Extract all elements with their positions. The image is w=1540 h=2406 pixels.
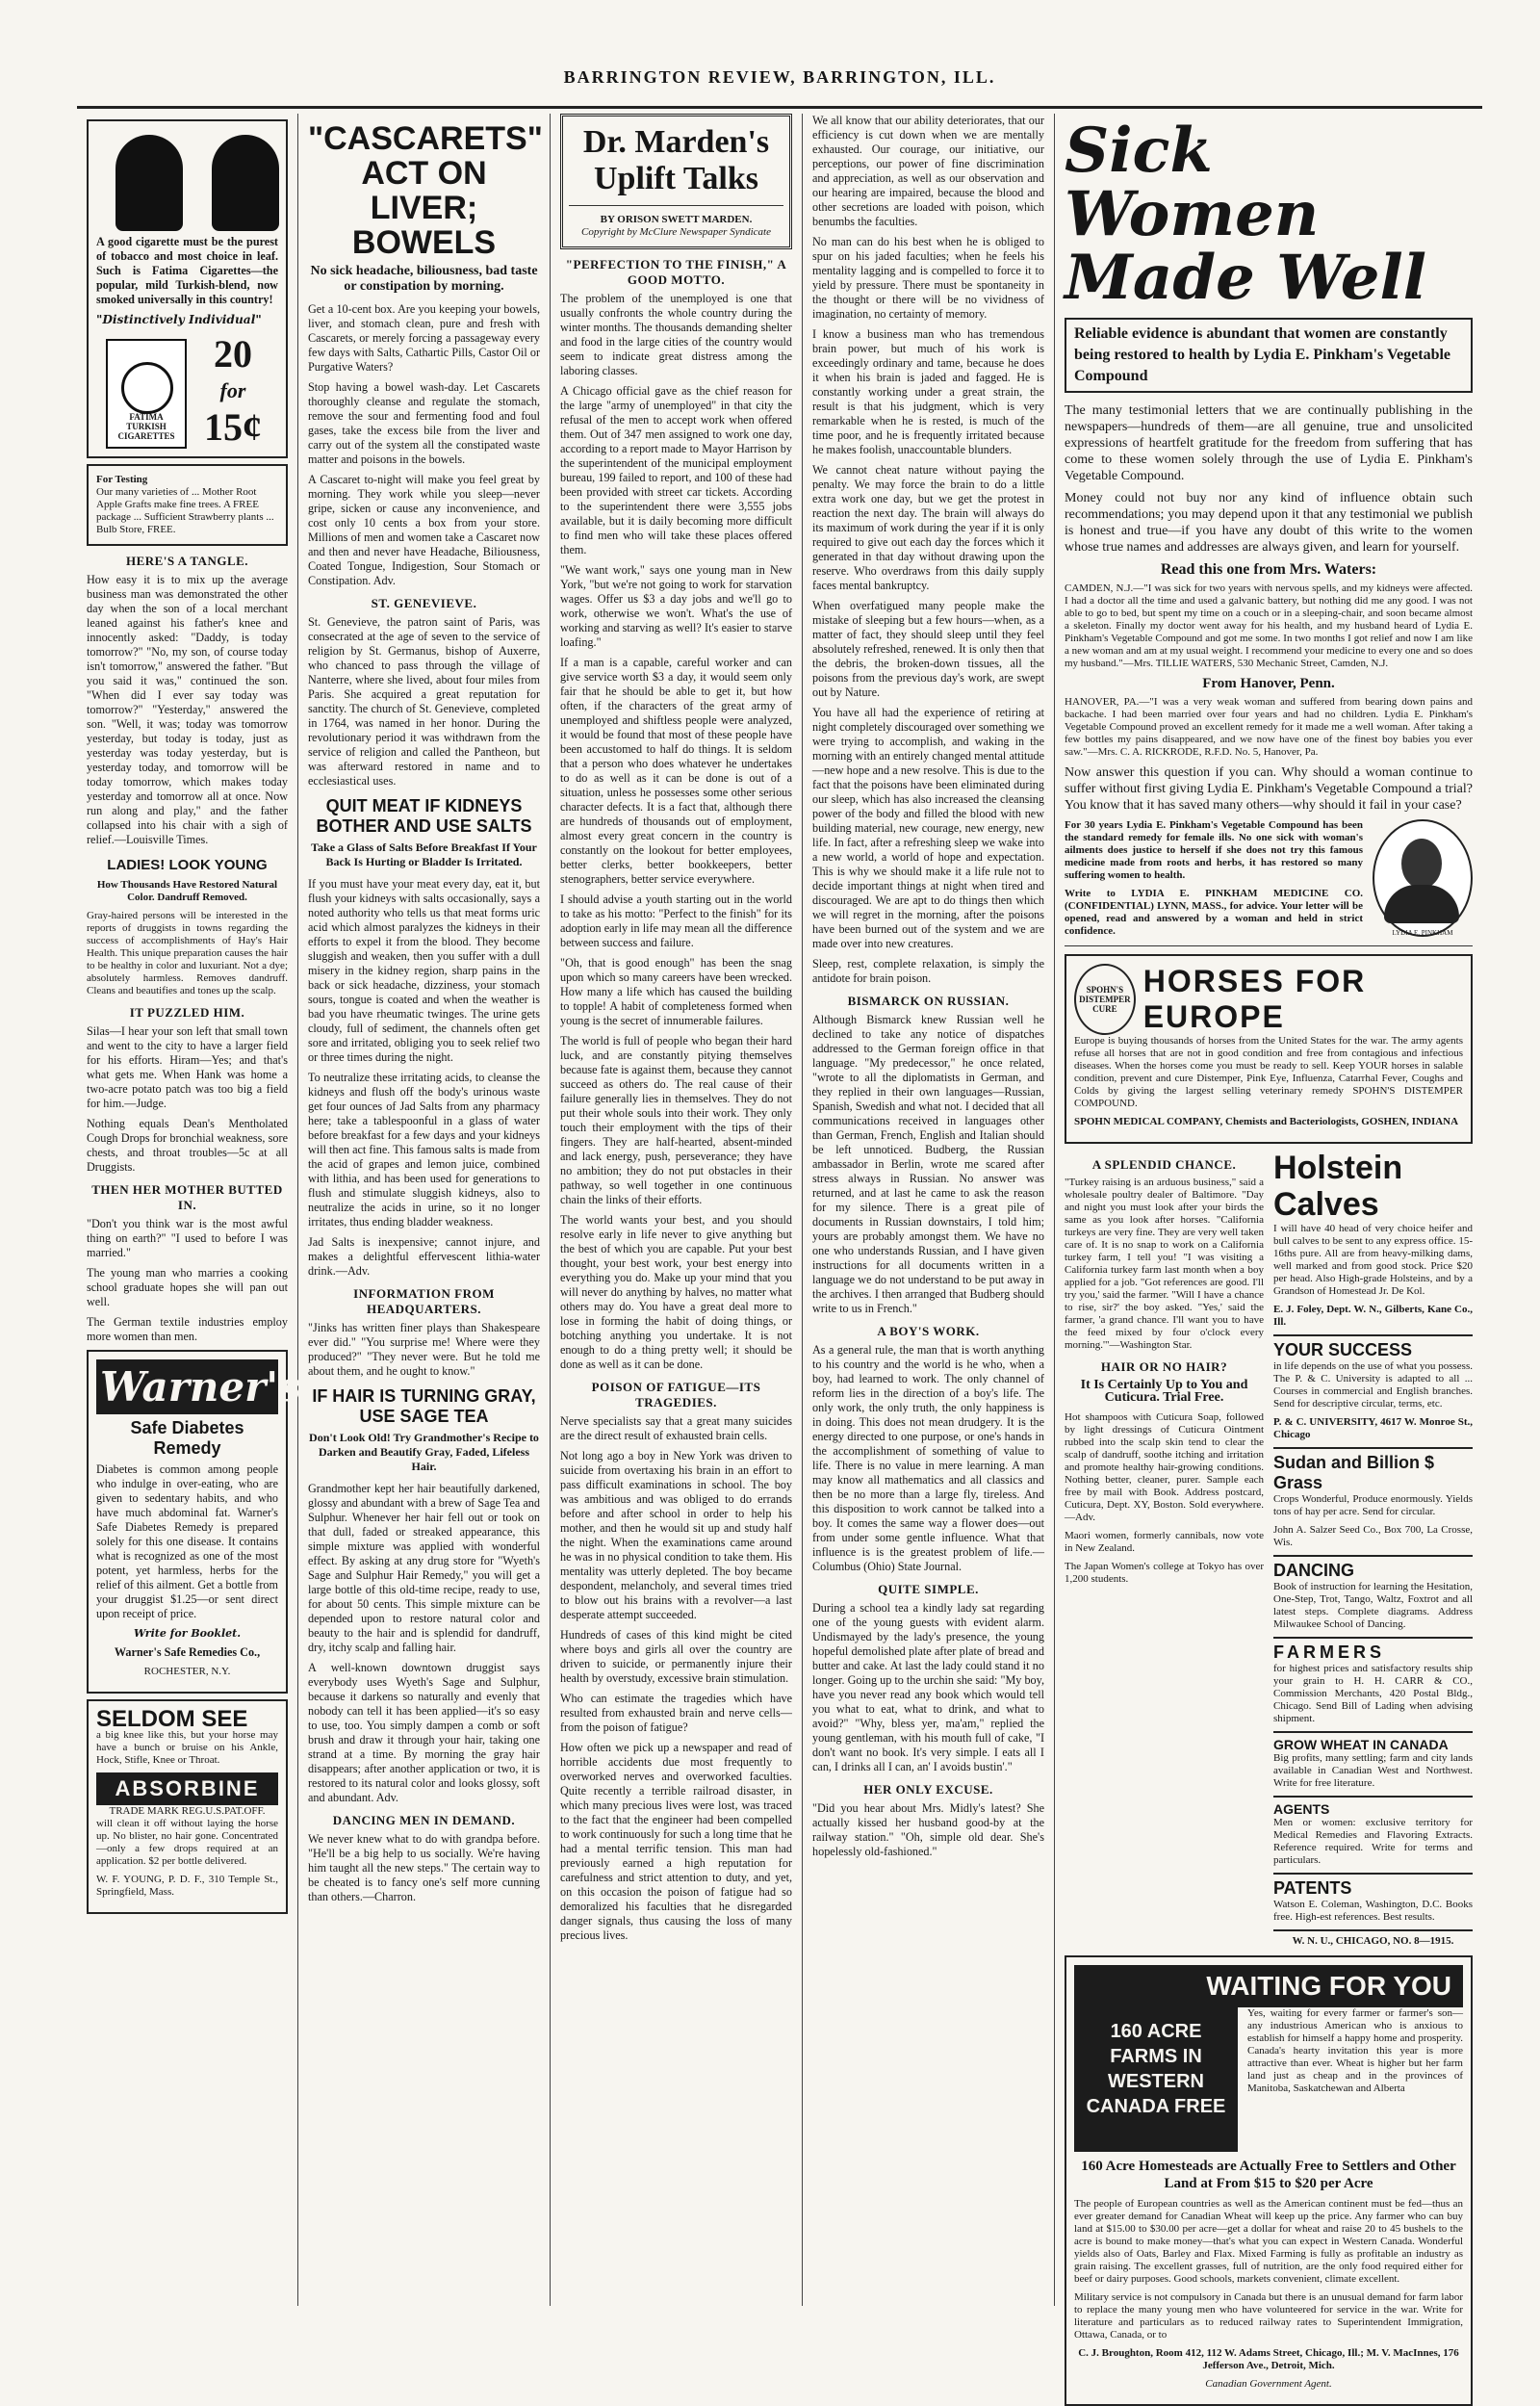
marden-copyright: Copyright by McClure Newspaper Syndicate	[581, 226, 771, 238]
cascarets-p1: Get a 10-cent box. Are you keeping your bowels, liver, and stomach clean, pure and fresh with Cascarets, or merely forcing a passageway every few days with Salts, Cathartic Pills, Castor Oil or Purgative Waters?	[308, 302, 540, 374]
fatima-silhouettes-illustration	[96, 129, 278, 235]
headquarters-title: INFORMATION FROM HEADQUARTERS.	[353, 1286, 495, 1316]
hair-title: HAIR OR NO HAIR?	[1100, 1359, 1228, 1374]
wheat-title: GROW WHEAT IN CANADA	[1273, 1731, 1473, 1752]
perfection-p1: The problem of the unemployed is one that usually confronts the whole country during the winter months. The thousands demanding shelter and food in the large cities of the country would seem to indicate great distress among the laboring classes.	[560, 292, 792, 377]
agents-title: AGENTS	[1273, 1796, 1473, 1817]
absorbine-text-2: will clean it off without laying the horse up. No blister, no hair gone. Concentrated—only a few drops required at an application. $2 per bottle delivered.	[96, 1818, 278, 1867]
dancing-ad-text: Book of instruction for learning the Hesitation, One-Step, Trot, Tango, Waltz, Foxtrot and all latest steps. Complete diagrams. Address Milwaukee School of Dancing.	[1273, 1581, 1473, 1630]
horses-ad	[1065, 954, 1473, 1144]
hair-text: Hot shampoos with Cuticura Soap, followed by light dressings of Cuticura Ointment rubbed into the scalp skin tend to clear the scalp of dandruff, soothe itching and irritation and promote healthy hair-growing conditions. Nothing better, cleaner, purer. Sample each free by mail with Book. Address postcard, Cuticura, Dept. XY, Boston. Sold everywhere.—Adv.	[1065, 1411, 1264, 1523]
cascarets-p3: A Cascaret to-night will make you feel great by morning. They work while you sleep—never gripe, sicken or cause any inconvenience, and cost only 10 cents a box from your store. Millions of men and women take a Cascaret now and then and never have Headache, Biliousness, Coated Tongue, Indigestion, Sour Stomach or Constipation. Adv.	[308, 473, 540, 587]
excuse-text: "Did you hear about Mrs. Midly's latest? She actually kissed her husband good-by at the railway station." "Oh, simple old dear. She's hopelessly old-fashioned."	[812, 1801, 1044, 1858]
pinkham-thirty: For 30 years Lydia E. Pinkham's Vegetable Compound has been the standard remedy for female ills. No one sick with woman's ailments does justice to herself if she does not try this famous medicine made from roots and herbs, it has restored so many suffering women to health.	[1065, 819, 1363, 881]
filler-2: The German textile industries employ more women than men.	[87, 1315, 288, 1343]
fatigue-title: POISON OF FATIGUE—ITS TRAGEDIES.	[591, 1380, 761, 1410]
dancing-ad-title: DANCING	[1273, 1555, 1473, 1581]
absorbine-seldom: SELDOM SEE	[96, 1706, 248, 1732]
ladies-text: Gray-haired persons will be interested in the reports of druggists in towns regarding the success of accomplishments of Hay's Hair Health. This unique preparation causes the hair to be healthy in color and luxuriant. Not a dye; absolutely harmless. Removes dandruff. Cleans and beautifies and tones up the scalp.	[87, 910, 288, 996]
japan-text: The Japan Women's college at Tokyo has over 1,200 students.	[1065, 1561, 1264, 1585]
warners-ad	[87, 1350, 301, 1694]
fatima-price-for: for	[219, 378, 246, 402]
column-1	[77, 114, 301, 2306]
dancing-title: DANCING MEN IN DEMAND.	[332, 1813, 516, 1827]
horses-text: Europe is buying thousands of horses from the United States for the war. The army agents refuse all horses that are not in good condition and free from contagious and infectious diseases. When the horses come you must be ready to sell. Keep YOUR horses in salable condition, prevent and cure Distemper, Pink Eye, Influenza, Catarrhal Fever, Coughs and Colds by giving the largest selling veterinary remedy SPOHN'S DISTEMPER COMPOUND.	[1074, 1035, 1463, 1109]
testing-title: For Testing	[96, 474, 148, 485]
kidneys-title: QUIT MEAT IF KIDNEYS BOTHER AND USE SALTS	[316, 796, 532, 836]
deans-text: Nothing equals Dean's Mentholated Cough Drops for bronchial weakness, sore chests, and throat troubles—5c at all Druggists.	[87, 1117, 288, 1174]
wheat-text: Big profits, many settling; farm and city lands available in Canadian West and Northwest. Write for free literature.	[1273, 1752, 1473, 1789]
canada-title: WAITING FOR YOU	[1074, 1965, 1463, 2007]
warners-city: ROCHESTER, N.Y.	[143, 1666, 231, 1677]
fatigue-p4: Who can estimate the tragedies which have resulted from exhausted brain and nerve cells—from the poison of fatigue?	[560, 1692, 792, 1734]
genevieve-text: St. Genevieve, the patron saint of Paris, was consecrated at the age of seven to the service of religion by St. Germanus, bishop of Auxerre, who chanced to pass through the village of Nanterre, where she lived, about four miles from Paris. She acquired a great reputation for sanctity. The church of St. Genevieve, completed in 1764, was named in her honor. During the revolutionary period it was withdrawn from the service of religion and called the Pantheon, but was afterward restored in name and to ecclesiastical uses.	[308, 615, 540, 788]
cascarets-title: "CASCARETS" ACT ON LIVER; BOWELS	[308, 120, 543, 261]
hair-deck: It Is Certainly Up to You and Cuticura. Trial Free.	[1080, 1378, 1248, 1405]
horses-title: HORSES FOR EUROPE	[1142, 964, 1367, 1034]
success-text: in life depends on the use of what you possess. The P. & C. University is adapted to all ... Courses in commercial and English branches. Send for descriptive circular, terms, etc.	[1273, 1360, 1473, 1410]
col4-p7: Sleep, rest, complete relaxation, is simply the antidote for brain poison.	[812, 957, 1044, 985]
tangle-title: HERE'S A TANGLE.	[125, 554, 249, 568]
pinkham-read: Read this one from Mrs. Waters:	[1160, 561, 1377, 578]
fatima-price	[204, 332, 262, 449]
headquarters-text: "Jinks has written finer plays than Shakespeare ever did." "You surprise me! Where were they produced?" "They never were. But he told me about them, and he ought to know."	[308, 1321, 540, 1378]
fatigue-p3: Hundreds of cases of this kind might be cited where boys and girls all over the country are driven to suicide, or permanently injure their health by overstudy, excessive brain stimulation.	[560, 1628, 792, 1685]
russian-text: Although Bismarck knew Russian well he declined to take any notice of dispatches addressed to the German foreign office in that language. "My predecessor," he once related, "wrote to all the diplomatists in German, and they replied in their own languages—Russian, Spanish, Swedish and what not. I decided that all communications received in languages other than German, French, English and Italian should be left unnoticed. Budberg, the Russian ambassador in Berlin, wrote me scared after stress always in Russian. No answer was returned, and at last he came to ask the reason for my silence. There is a great pile of documents in Russian downstairs, I told him; yours are probably amongst them. We have no one who understands Russian, and I have given instructions for all documents written in a language we do not understand to be put away in the archives. I then arranged that Budberg should write to us in French."	[812, 1013, 1044, 1315]
canada-ad	[1065, 1955, 1473, 2406]
masthead: BARRINGTON REVIEW, BARRINGTON, ILL.	[563, 67, 996, 87]
filler-1: The young man who marries a cooking school graduate hopes she will pan out well.	[87, 1266, 288, 1308]
perfection-p8: The world wants your best, and you should resolve early in life never to give anything but the best of which you are capable. Put your best thought, your best work, your best energy into everything you do. Make up your mind that you will never do anything by halves, no matter what others may do. You have a great deal more to lose in forming the habit of doing things, or botching anything you undertake. It is not enough to do a thing pretty well; it should be done as well as it can be done.	[560, 1213, 792, 1371]
patents-title: PATENTS	[1273, 1873, 1473, 1899]
canada-sign: Canadian Government Agent.	[1205, 2378, 1332, 2390]
boys-title: A BOY'S WORK.	[877, 1324, 980, 1338]
success-address: P. & C. UNIVERSITY, 4617 W. Monroe St., Chicago	[1273, 1416, 1473, 1440]
fatima-tagline: "Distinctively Individual"	[96, 313, 262, 326]
genevieve-title: ST. GENEVIEVE.	[371, 596, 477, 610]
holstein-text: I will have 40 head of very choice heifer and bull calves to be sent to any express office. 15-16ths pure. All are from heavy-milking dams, well marked and from good stock. Price $20 per head. Also High-grade Holsteins, and by a Grandson of Homestead Jr. De Kol.	[1273, 1223, 1473, 1297]
agents-text: Men or women: exclusive territory for Medical Remedies and Flavoring Extracts. Reference required. Write for terms and particulars.	[1273, 1817, 1473, 1866]
col4-p5: When overfatigued many people make the mistake of sleeping but a few hours—when, as a matter of fact, they should sleep until they feel absolutely refreshed, renewed. It is only then that the debris, the broken-down tissues, all the poisons from the previous day's work, are swept out by Nature.	[812, 599, 1044, 699]
perfection-p3: "We want work," says one young man in New York, "but we're not going to work for starvation wages. Offer us $3 a day jobs and we'll go to work, otherwise we won't. What's the use of working and starving as well? It's easier to starve loafing."	[560, 563, 792, 649]
success-title: YOUR SUCCESS	[1273, 1334, 1473, 1360]
kidneys-p1: If you must have your meat every day, eat it, but flush your kidneys with salts occasionally, says a noted authority who tells us that meat forms uric acid which almost paralyzes the kidneys in their efforts to expel it from the blood. They become sluggish and weaken, then you suffer with a dull misery in the kidney region, sharp pains in the back or sick headache, dizziness, your stomach sours, tongue is coated and when the weather is bad you have rheumatic twinges. The urine gets cloudy, full of sediment, the channels often get sore and irritated, obliging you to seek relief two or three times during the night.	[308, 877, 540, 1064]
pinkham-waters: CAMDEN, N.J.—"I was sick for two years with nervous spells, and my kidneys were affected. I had a doctor all the time and used a galvanic battery, but nothing did me any good. I was not able to go to bed, but spent my time on a couch or in a sleeping-chair, and soon became almost a skeleton. Finally my doctor went away for his health, and my husband heard of Lydia E. Pinkham's Vegetable Compound and got me some. In two months I got relief and now I am like a new woman and am at my usual weight. I recommend your medicine to every one and so does my husband."—Mrs. TILLIE WATERS, 530 Mechanic Street, Camden, N.J.	[1065, 582, 1473, 669]
puzzled-text: Silas—I hear your son left that small town and went to the city to have a larger field for his efforts. Hiram—Yes; and that's what gets me. When Hank was home a two-acre potato patch was too big a field for him.—Judge.	[87, 1024, 288, 1110]
fatima-pack-icon	[106, 339, 187, 449]
fatima-price-cents: 15¢	[204, 405, 262, 449]
spohn-badge-icon: SPOHN'S DISTEMPER CURE	[1074, 964, 1136, 1035]
column-3	[551, 114, 803, 2306]
pinkham-p2: Money could not buy nor any kind of influence obtain such recommendations; you may depend upon it that any testimonial we publish is honest and true—if you have any doubt of this write to the women whose true names and addresses are always given, and learn for yourself.	[1065, 491, 1473, 555]
sage-title: IF HAIR IS TURNING GRAY, USE SAGE TEA	[312, 1386, 536, 1426]
holstein-contact: E. J. Foley, Dept. W. N., Gilberts, Kane Co., Ill.	[1273, 1304, 1473, 1328]
wnu-line: W. N. U., CHICAGO, NO. 8—1915.	[1273, 1929, 1473, 1948]
col4-p6: You have all had the experience of retiring at night completely discouraged over something we were trying to accomplish, and waking in the morning with an entirely changed mental attitude—new hope and a new resolve. This is due to the fact that the poisons have been eliminated during our sleep, which has also increased the cleansing power of the body and filled the blood with new building material, new courage, new energy, new life. In fact, after a refreshing sleep we wake into a new world, a world of hope and expectation. This is why we should make it a life rule not to decide important things at night when tired and discouraged. We are apt to do things then which we will regret in the morning, after the poisons have been burned out of the system and we are made over into new creatures.	[812, 706, 1044, 950]
pinkham-p1: The many testimonial letters that we are continually publishing in the newspapers—hundreds of them—are all genuine, true and unsolicited expressions of heartfelt gratitude for the freedom from suffering that has come to these women solely through the use of Lydia E. Pinkham's Vegetable Compound.	[1065, 403, 1473, 483]
cascarets-deck: No sick headache, biliousness, bad taste or constipation by morning.	[310, 264, 538, 294]
horses-maker: SPOHN MEDICAL COMPANY, Chemists and Bacteriologists, GOSHEN, INDIANA	[1074, 1116, 1459, 1127]
fatigue-p5: How often we pick up a newspaper and read of horrible accidents due most frequently to overworked nerves and overworked faculties. Quite recently a terrible railroad disaster, in which many precious lives were lost, was traced to the fact that the engineer had been compelled to work continuously for such a long time that he had a mental terrific tension. This man had previously earned a high reputation for carefulness and strict attention to duty, and yet, on this occasion the poison of fatigue had so demoralized his faculties that he disregarded danger signals, thus causing the loss of many precious lives.	[560, 1741, 792, 1942]
canada-badge-icon: 160 ACRE FARMS IN WESTERN CANADA FREE	[1074, 2007, 1238, 2152]
col5-classifieds	[1273, 1150, 1473, 1948]
silhouette-right-icon	[212, 135, 279, 231]
warners-brand: Warner's	[96, 1359, 278, 1414]
sudan-address: John A. Salzer Seed Co., Box 700, La Crosse, Wis.	[1273, 1524, 1473, 1548]
canada-headline: 160 Acre Homesteads are Actually Free to Settlers and Other Land at From $15 to $20 per Acre	[1081, 2159, 1456, 2191]
tangle-text: How easy it is to mix up the average business man was demonstrated the other day when the son of a local merchant leaned against his father's knee and innocently asked: "Daddy, is today tomorrow?" "No, my son, of course today isn't tomorrow," answered the father. "But you said it was," continued the son. "When did I ever say today was tomorrow?" "Yesterday," answered the son. "Well, it was; today was tomorrow yesterday, but today is today, just as yesterday was today yesterday, but is yesterday today, and tomorrow will be today tomorrow, which makes today yesterday and tomorrow all at once. Now run along and play," and the father collapsed into his chair with a sigh of relief.—Louisville Times.	[87, 573, 288, 846]
canada-p1: Yes, waiting for every farmer or farmer's son—any industrious American who is anxious to establish for himself a happy home and prosperity. Canada's hearty invitation this year is more attractive than ever. Wheat is higher but her farm land just as cheap and in the provinces of Manitoba, Saskatchewan and Alberta	[1247, 2007, 1463, 2094]
marden-byline: BY ORISON SWETT MARDEN.	[600, 214, 753, 225]
column-4	[803, 114, 1055, 2306]
patents-text: Watson E. Coleman, Washington, D.C. Books free. High-est references. Best results.	[1273, 1899, 1473, 1923]
sage-deck: Don't Look Old! Try Grandmother's Recipe to Darken and Beautify Gray, Faded, Lifeless Hair.	[309, 1431, 539, 1473]
perfection-p7: The world is full of people who began their hard luck, and are constantly pitying themselves because fate is against them, because they cannot succeed as others do. The real cause of their failure generally lies in themselves. They do not put their whole souls into their work. They only touch their employment with the tips of their fingers. They are half-hearted, absent-minded and lack energy, push, perseverance; they have no ambition; they do not put obstacles in their pathway, so well together in one continuous chain the links of their efforts.	[560, 1034, 792, 1206]
marden-header	[560, 114, 792, 249]
col4-p3: I know a business man who has tremendous brain power, but much of his work is exceedingly ordinary and tame, because he does it when his brain is jaded and fagged. He is constantly working under a great strain, the result is that his judgment, which is very remarkable when he is rested, is much of the time poor, and he is frequently irritated because he makes foolish, unaccountable blunders.	[812, 327, 1044, 456]
chance-title: A SPLENDID CHANCE.	[1091, 1157, 1237, 1172]
cannibals-text: Maori women, formerly cannibals, now vote in New Zealand.	[1065, 1530, 1264, 1554]
warners-company: Warner's Safe Remedies Co.,	[114, 1645, 261, 1659]
fatima-text: A good cigarette must be the purest of tobacco and most choice in leaf. Such is Fatima Cigarettes—the popular, mild Turkish-blend, now smoked universally in this country!	[96, 235, 278, 306]
fatigue-p2: Not long ago a boy in New York was driven to suicide from overtaxing his brain in an effort to pass difficult examinations in school. The boy was ambitious and was obliged to do errands before and after school in order to help his mother, and then he would sit up and study half the night. When the examinations came around he was in no physical condition to take them. His mentality was utterly depleted. The boy became despondent, melancholy, and several times tried to blow out his brains with a revolver—a last desperate attempt succeeded.	[560, 1449, 792, 1621]
boys-text: As a general rule, the man that is worth anything to his country and the world is he who, when a boy, had learned to work. The only channel of reform lies in the direction of a boy's life. The only work, the only truth, the only happiness is in doing. This does not mean drudgery. It is the energy directed to one purpose, or one's hands in the accomplishment of something of value to life. There is no value in mere learning. A man may know all mathematics and all classics and then be no more than a large fly, tireless. And this disposition to work cannot be talked into a boy. It comes the same way a flower does—out from under some gentle influence. What that influence is is the greatest problem of life.—Columbus (Ohio) State Journal.	[812, 1343, 1044, 1573]
column-2	[298, 114, 551, 2306]
puzzled-title: IT PUZZLED HIM.	[129, 1005, 245, 1020]
warners-text: Diabetes is common among people who indulge in over-eating, who are given to sedentary habits, and who have much abdominal fat. Warner's Safe Diabetes Remedy is prepared solely for this one disease. It contains what is recognized as one of the most potent, yet harmless, herbs for the relief of this ailment. Get a bottle from your druggist $1.25—or sent direct upon receipt of price.	[96, 1462, 278, 1620]
excuse-title: HER ONLY EXCUSE.	[863, 1782, 993, 1797]
fatima-pack-label: FATIMA TURKISH CIGARETTES	[117, 412, 175, 441]
pinkham-write: Write to LYDIA E. PINKHAM MEDICINE CO. (CONFIDENTIAL) LYNN, MASS., for advice. Your letter will be opened, read and answered by a woman and held in strict confidence.	[1065, 888, 1363, 937]
col4-p2: No man can do his best when he is obliged to spur on his jaded faculties; when he feels his mentality lagging and is compelled to force it to yield by pressure. There must be spontaneity in the thought or there will be no vividness of imagination, no certainty of memory.	[812, 235, 1044, 321]
pinkham-hanover-title: From Hanover, Penn.	[1202, 676, 1335, 691]
pinkham-question: Now answer this question if you can. Why should a woman continue to suffer without first giving Lydia E. Pinkham's Vegetable Compound a trial? You know that it has saved many others—why should it fail in your case?	[1065, 765, 1473, 813]
chance-text: "Turkey raising is an arduous business," said a wholesale poultry dealer of Baltimore. "Day and night you must look after your birds the same as you look after horses. "California turkeys are very fine. They are very well taken care of. It is no snap to work on a California turkey farm, I tell you! "I was visiting a California turkey farm last month when a boy applied for a job. "Got references are good. I'll try you,' said the farmer. "Will I have a chance to rise, sir?' the boy asked. "Yes,' said the farmer, 'a grand chance. I'll want you to have the feed mixed by four o'clock every morning.'"—Washington Star.	[1065, 1177, 1264, 1351]
holstein-title: Holstein Calves	[1273, 1150, 1403, 1223]
farmers-text: for highest prices and satisfactory results ship your grain to H. H. CARR & CO., Commission Merchants, 420 Postal Bldg., Chicago. Send Bill of Lading when advising shipment.	[1273, 1663, 1473, 1724]
warners-write: Write for Booklet.	[133, 1627, 242, 1640]
sudan-title: Sudan and Billion $ Grass	[1273, 1447, 1473, 1493]
ladies-title: LADIES! LOOK YOUNG	[107, 857, 268, 873]
cascarets-p2: Stop having a bowel wash-day. Let Cascarets thoroughly cleanse and regulate the stomach, remove the sour and fermenting food and foul gases, take the excess bile from the liver and carry out of the system all the constipated waste matter and poisons in the bowels.	[308, 380, 540, 466]
surprise-text: During a school tea a kindly lady sat regarding one of the young guests with evident alarm. Undismayed by the lady's presence, the young hopeful demolished plate after plate of bread and butter and cake. At last the lady could stand it no longer. Going up to the urchin she said: "My boy, have you never read any book which would tell you what to eat, what to drink, and what to avoid?" "Why, bless yer, ma'am," replied the young gentleman, with his mouth full of cake, "I don't want no book. It's very simple. I eats all I can, I drinks all I can, an' I avoids bustin'."	[812, 1601, 1044, 1773]
farmers-title: FARMERS	[1273, 1637, 1473, 1663]
sudan-text: Crops Wonderful, Produce enormously. Yields tons of hay per acre. Send for circular.	[1273, 1493, 1473, 1517]
ladies-subtitle: How Thousands Have Restored Natural Color. Dandruff Removed.	[96, 879, 278, 903]
absorbine-trademark: TRADE MARK REG.U.S.PAT.OFF.	[109, 1805, 266, 1817]
perfection-p2: A Chicago official gave as the chief reason for the large "army of unemployed" in that city the refusal of the men to accept work when offered them. Out of 347 men assigned to work one day, according to a report made to Mayor Harrison by the superintendent of the municipal employment bureau, 199 failed to report, and 100 of these had been provided with street car tickets. According to the superintendent there were 3,555 jobs available, but it is daily becoming more difficult to find men who will take these places offered them.	[560, 384, 792, 556]
pinkham-portrait-icon	[1373, 819, 1473, 937]
kidneys-p2: To neutralize these irritating acids, to cleanse the kidneys and flush off the body's urinous waste get four ounces of Jad Salts from any pharmacy here; take a tablespoonful in a glass of water before breakfast for a few days and your kidneys will then act fine. This famous salts is made from the acid of grapes and lemon juice, combined with lithia, and has been used for generations to flush and stimulate sluggish kidneys, also to neutralize the acids in urine, so it no longer irritates, thus ending bladder weakness.	[308, 1071, 540, 1229]
perfection-title: "PERFECTION TO THE FINISH," A GOOD MOTTO.	[565, 257, 787, 287]
canada-p3: Military service is not compulsory in Canada but there is an unusual demand for farm labor to replace the many young men who have volunteered for service in the war. Write for literature and particulars as to reduced railway rates to Superintendent Immigration, Ottawa, Canada, or to	[1074, 2291, 1463, 2341]
col4-p4: We cannot cheat nature without paying the penalty. We may force the brain to do a little extra work one day, but we get the protest in reaction the next day. The brain will always do its maximum of work during the year if it is only required to give out each day the forces which it generated in that day without drawing upon the reserve. Who overdraws from this daily supply faces mental bankruptcy.	[812, 463, 1044, 592]
perfection-p5: I should advise a youth starting out in the world to take as his motto: "Perfect to the finish" for its adoption early in life may mean all the difference between success and failure.	[560, 893, 792, 949]
testing-text: Our many varieties of ... Mother Root Apple Grafts make fine trees. A FREE package ... Sufficient Strawberry plants ... Bulb Store, FREE.	[96, 486, 274, 535]
pinkham-hanover: HANOVER, PA.—"I was a very weak woman and suffered from bearing down pains and backache. I had been married over four years and had no children. Lydia E. Pinkham's Vegetable Compound proved an excellent remedy for it made me a well woman. After taking a few bottles my pains disappeared, and we now have one of the finest boy babies you ever saw."—Mrs. C. A. RICKRODE, R.F.D. No. 5, Hanover, Pa.	[1065, 696, 1473, 758]
kidneys-p3: Jad Salts is inexpensive; cannot injure, and makes a delightful effervescent lithia-water drink.—Adv.	[308, 1235, 540, 1278]
fatima-ad	[87, 119, 288, 458]
col5-left-stories	[1065, 1150, 1264, 1948]
absorbine-ad	[87, 1699, 288, 1914]
page-header	[77, 67, 1482, 109]
perfection-p6: "Oh, that is good enough" has been the snag upon which so many careers have been wrecked. How many a life which has caused the building to topple! A habit of completeness formed when young is the secret of innumerable failures.	[560, 956, 792, 1027]
pinkham-ad	[1065, 115, 1473, 938]
kidneys-deck: Take a Glass of Salts Before Breakfast If Your Back Is Hurting or Bladder Is Irritated.	[311, 841, 537, 868]
dancing-text: We never knew what to do with grandpa before. "He'll be a big help to us socially. We're having him taught all the new steps." The certain way to be cheated is to fancy one's self more cunning than others.—Charron.	[308, 1832, 540, 1903]
testing-ad	[87, 464, 288, 546]
perfection-p4: If a man is a capable, careful worker and can give service worth $3 a day, it would seem only fair that he should be able to get it, but how often, if the characters of the great army of unemployed and shiftless people were analyzed, it would be found that most of these people have been accustomed to half do things. It is seldom that a person who does whatever he undertakes to do as well as it can be done is out of a situation, unless he possesses some other serious character defects. It is a fact that, although there are hundreds of thousands out of employment, almost every great concern in the country is constantly on the lookout for better employees, better clerks, better bookkeepers, better stenographers, better service everywhere.	[560, 656, 792, 886]
sage-p1: Grandmother kept her hair beautifully darkened, glossy and abundant with a brew of Sage Tea and Sulphur. Whenever her hair fell out or took on that dull, faded or streaked appearance, this simple mixture was applied with wonderful effect. By asking at any drug store for "Wyeth's Sage and Sulphur Hair Remedy," you will get a large bottle of this old-time recipe, ready to use, for about 50 cents. This simple mixture can be depended upon to restore natural color and beauty to the hair and is splendid for dandruff, dry, itchy scalp and falling hair.	[308, 1482, 540, 1654]
silhouette-left-icon	[116, 135, 183, 231]
absorbine-text: a big knee like this, but your horse may have a bunch or bruise on his Ankle, Hock, Stifle, Knee or Throat.	[96, 1729, 278, 1766]
fatigue-p1: Nerve specialists say that a great many suicides are the direct result of exhausted brain cells.	[560, 1414, 792, 1442]
col4-p1: We all know that our ability deteriorates, that our efficiency is cut down when we are mentally exhausted. Our courage, our initiative, our perceptions, our power of fine discrimination and appreciation, as well as our observation and our hearing are impaired, because the blood and other secretions are loaded with poison, which benumbs the faculties.	[812, 114, 1044, 228]
fatima-price-number: 20	[214, 332, 252, 375]
column-5	[1055, 114, 1482, 2390]
pinkham-portrait-caption: LYDIA E. PINKHAM	[1392, 929, 1453, 937]
absorbine-brand: ABSORBINE	[96, 1772, 278, 1805]
warners-title: Safe Diabetes Remedy	[130, 1418, 244, 1458]
mother-title: THEN HER MOTHER BUTTED IN.	[91, 1182, 283, 1212]
canada-agent: C. J. Broughton, Room 412, 112 W. Adams Street, Chicago, Ill.; M. V. MacInnes, 176 Jefferson Ave., Detroit, Mich.	[1078, 2347, 1459, 2371]
marden-title: Dr. Marden's Uplift Talks	[582, 124, 770, 196]
pinkham-title: Sick Women Made Well	[1065, 115, 1427, 314]
sage-p2: A well-known downtown druggist says everybody uses Wyeth's Sage and Sulphur, because it darkens so naturally and evenly that nobody can tell it has been applied—it's so easy to use, too. You simply dampen a comb or soft brush and draw it through your hair, taking one strand at a time. By morning the gray hair disappears; after another application or two, it is restored to its natural color and looks glossy, soft and abundant. Adv.	[308, 1661, 540, 1804]
pinkham-subtitle: Reliable evidence is abundant that women are constantly being restored to health by Lydia E. Pinkham's Vegetable Compound	[1065, 318, 1473, 393]
mother-text: "Don't you think war is the most awful thing on earth?" "I used to before I was married."	[87, 1217, 288, 1259]
surprise-title: QUITE SIMPLE.	[878, 1582, 979, 1596]
absorbine-maker: W. F. YOUNG, P. D. F., 310 Temple St., Springfield, Mass.	[96, 1874, 278, 1898]
canada-p2: The people of European countries as well as the American continent must be fed—thus an ever greater demand for Canadian Wheat will keep up the price. Any farmer who can buy land at $15.00 to $30.00 per acre—get a dollar for wheat and raise 20 to 45 bushels to the acre is bound to make money—that's what you can expect in Western Canada. Wonderful yields also of Oats, Barley and Flax. Mixed Farming is fully as profitable an industry as grain raising. The excellent grasses, full of nutrition, are the only food required either for beef or dairy purposes. Good schools, markets convenient, climate excellent.	[1074, 2198, 1463, 2285]
russian-title: BISMARCK ON RUSSIAN.	[847, 994, 1010, 1008]
